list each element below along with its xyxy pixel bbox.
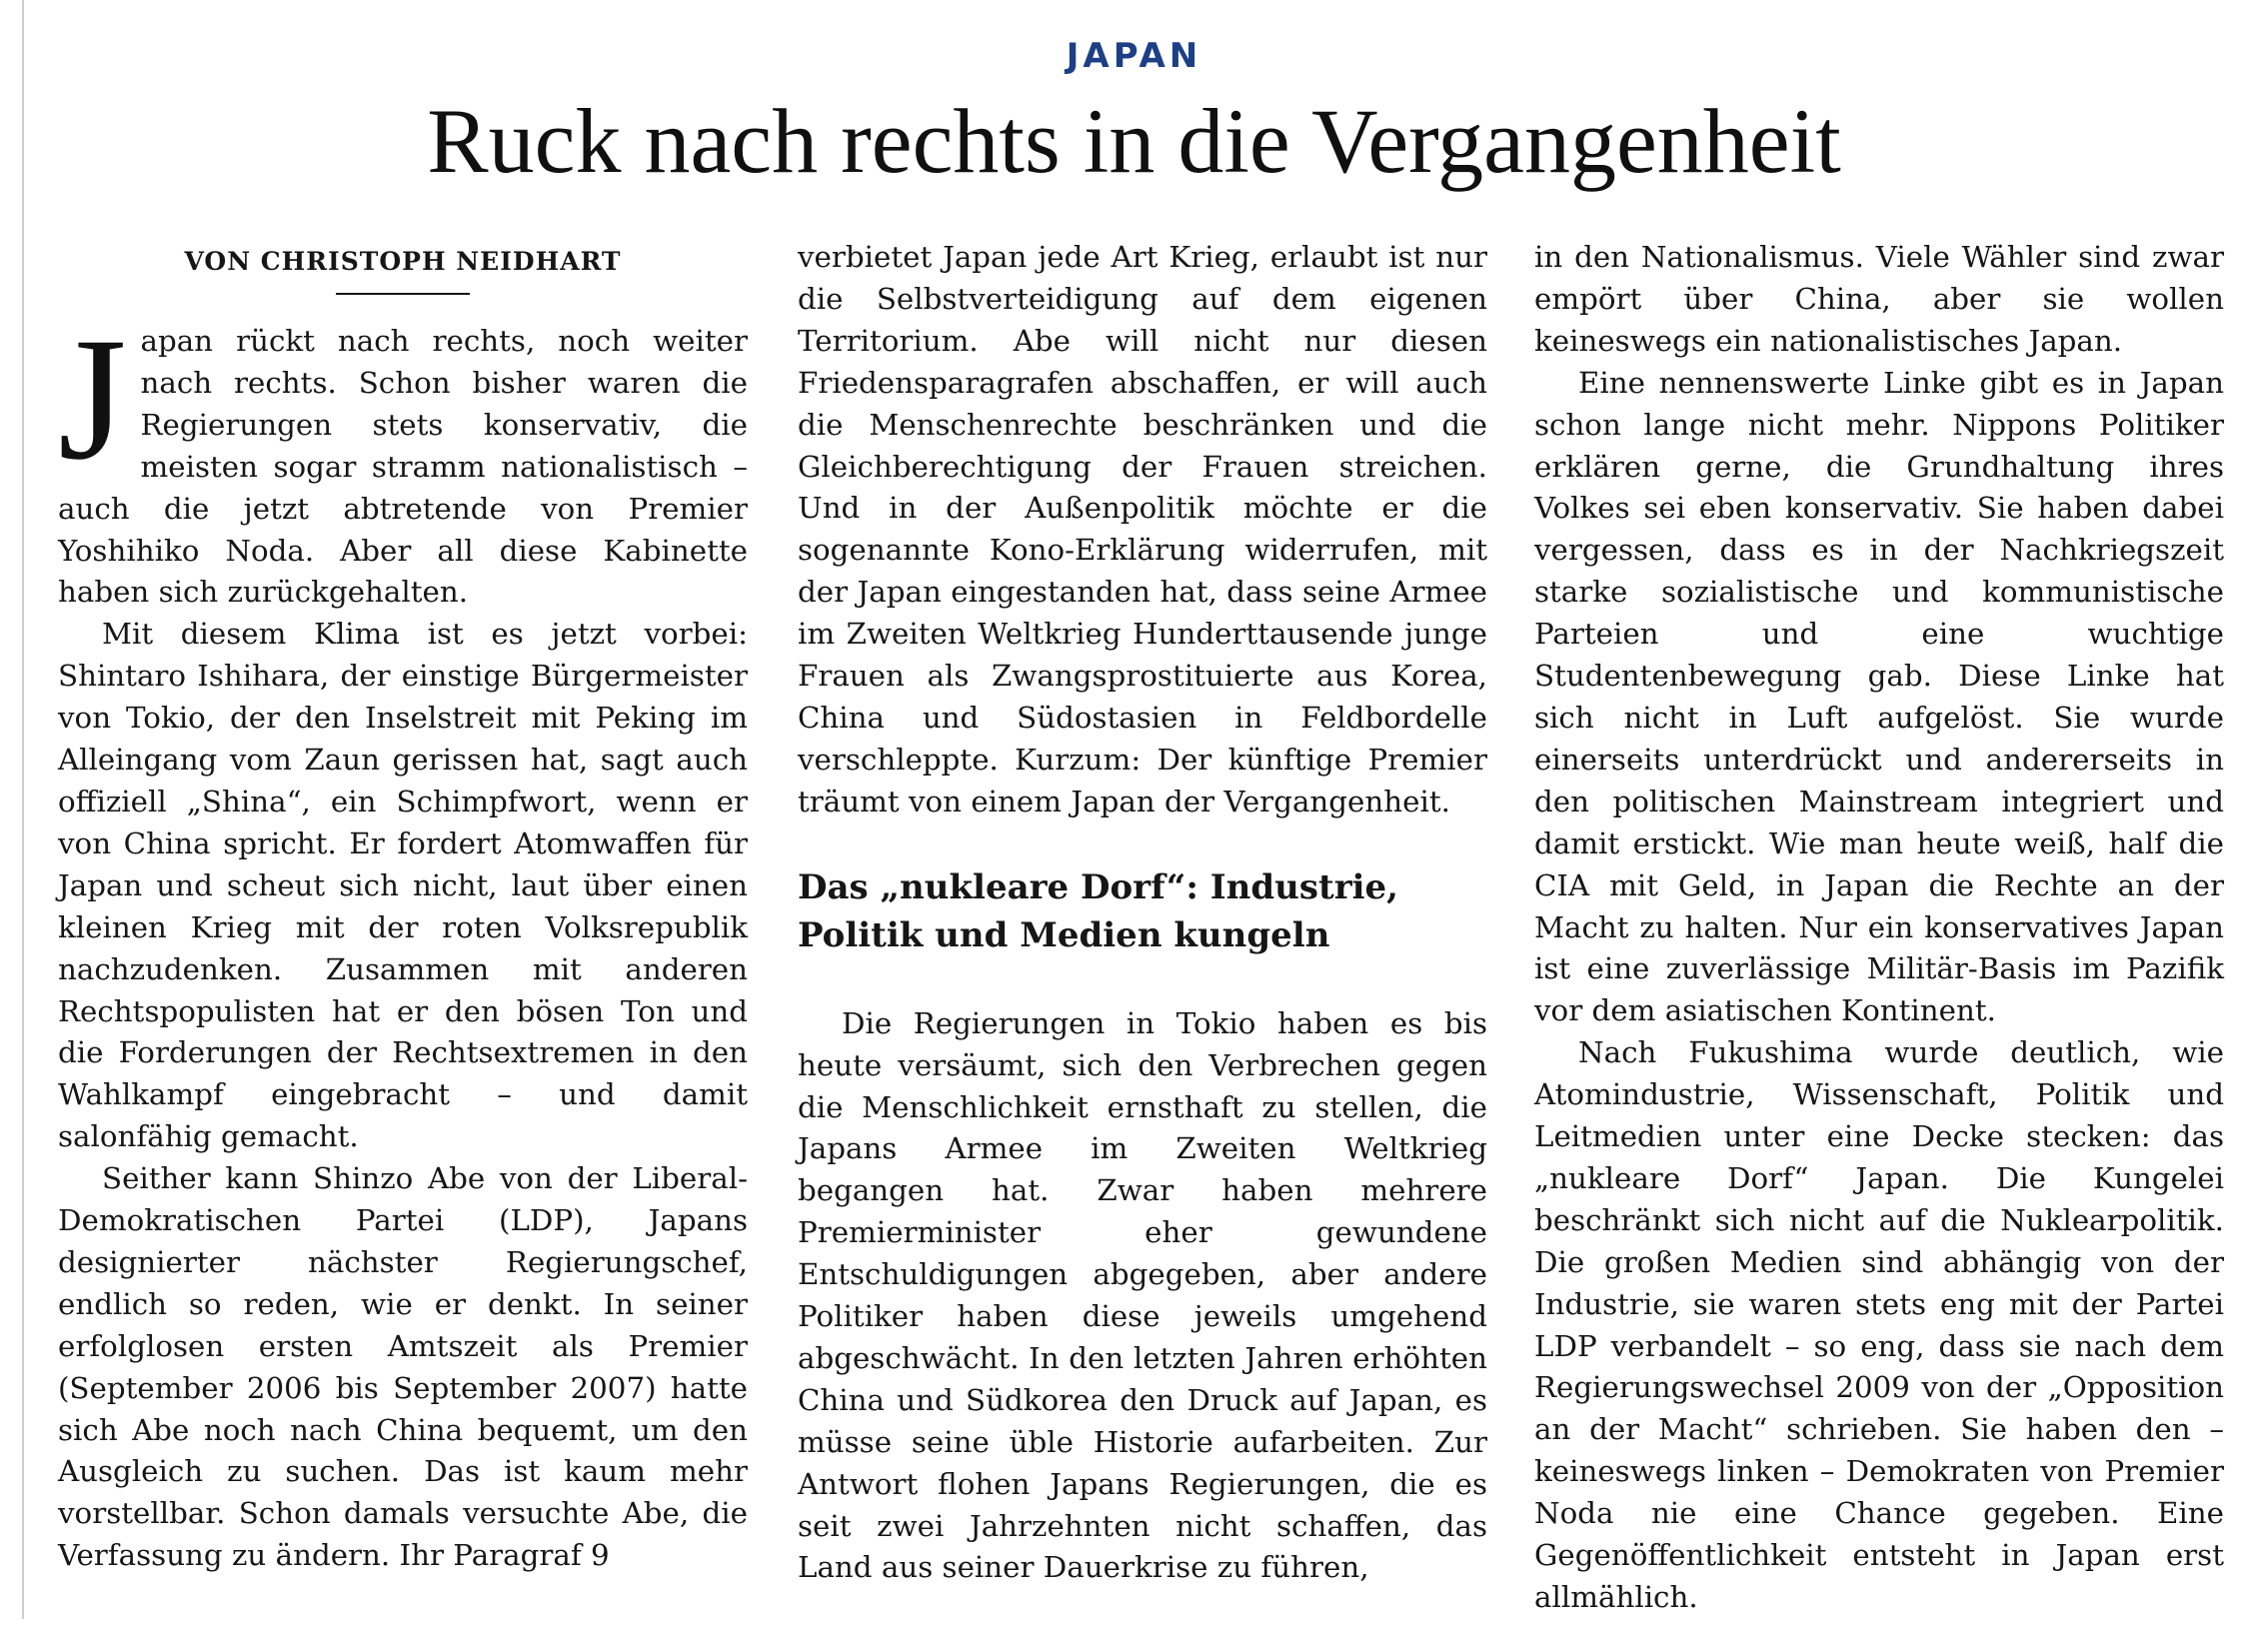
paragraph: Mit diesem Klima ist es jetzt vorbei: Shintaro Ishihara, der einstige Bürgermeister von Tokio, der den Inselstreit mit Peking im Alleingang vom Zaun gerissen hat, sagt auch offiziell „Shina“, ein Schimpfwort, wenn er von China spricht. Er fordert Atomwaffen für Japan und scheut sich nicht, laut über einen kleinen Krieg mit der roten Volksrepublik nachzudenken. Zusammen mit anderen Rechtspopulisten hat er den bösen Ton und die Forderungen der Rechtsextremen in den Wahlkampf eingebracht – und damit salonfähig gemacht. <box>58 617 748 1154</box>
byline: VON CHRISTOPH NEIDHART <box>184 247 622 276</box>
paragraph: Eine nennenswerte Linke gibt es in Japan schon lange nicht mehr. Nippons Politiker erklären gerne, die Grundhaltung ihres Volkes sei eben konservativ. Sie haben dabei vergessen, dass es in der Nachkriegszeit starke sozialistische und kommunistische Parteien und eine wuchtige Studentenbewegung gab. Diese Linke hat sich nicht in Luft aufgelöst. Sie wurde einerseits unterdrückt und andererseits in den politischen Mainstream integriert und damit erstickt. Wie man heute weiß, half die CIA mit Geld, in Japan die Rechte an der Macht zu halten. Nur ein konservatives Japan ist eine zuverlässige Militär-Basis im Pazifik vor dem asiatischen Kontinent. <box>1534 365 2224 1028</box>
article-headline: Ruck nach rechts in die Vergangenheit <box>427 90 1841 192</box>
paragraph: Die Regierungen in Tokio haben es bis heute versäumt, sich den Verbrechen gegen die Menschlichkeit ernsthaft zu stellen, die Japans Armee im Zweiten Weltkrieg begangen hat. Zwar haben mehrere Premierminister eher gewundene Entschuldigungen abgegeben, aber andere Politiker haben diese jeweils umgehend abgeschwächt. In den letzten Jahren erhöhten China und Südkorea den Druck auf Japan, es müsse seine üble Historie aufarbeiten. Zur Antwort flohen Japans Regierungen, die es seit zwei Jahrzehnten nicht schaffen, das Land aus seiner Dauerkrise zu führen, <box>798 1005 1487 1585</box>
drop-cap: J <box>58 302 127 497</box>
article-column-3 <box>1534 237 2224 1619</box>
byline-rule <box>336 293 470 295</box>
article-column-1 <box>58 237 748 1577</box>
lead-paragraph <box>58 302 748 614</box>
paragraph-continued: in den Nationalismus. Viele Wähler sind zwar empört über China, aber sie wollen keineswegs ein nationalistisches Japan. <box>1534 240 2224 358</box>
section-kicker: JAPAN <box>1066 36 1202 76</box>
paragraph: Seither kann Shinzo Abe von der Liberal-Demokratischen Partei (LDP), Japans designierter nächster Regierungschef, endlich so reden, wie er denkt. In seiner erfolglosen ersten Amtszeit als Premier (September 2006 bis September 2007) hatte sich Abe noch nach China bequemt, um den Ausgleich zu suchen. Das ist kaum mehr vorstellbar. Schon damals versuchte Abe, die Verfassung zu ändern. Ihr Paragraf 9 <box>58 1161 748 1573</box>
subheading: Das „nukleare Dorf“: Industrie, Politik und Medien kungeln <box>798 866 1398 955</box>
page-edge-line <box>22 0 24 1619</box>
paragraph: Nach Fukushima wurde deutlich, wie Atomindustrie, Wissenschaft, Politik und Leitmedien unter eine Decke stecken: das „nukleare Dorf“ Japan. Die Kungelei beschränkt sich nicht auf die Nuklearpolitik. Die großen Medien sind abhängig von der Industrie, sie waren stets eng mit der Partei LDP verbandelt – so eng, dass sie nach dem Regierungswechsel 2009 von der „Opposition an der Macht“ schrieben. Sie haben den – keineswegs linken – Demokraten von Premier Noda nie eine Chance gegeben. Eine Gegenöffentlichkeit entsteht in Japan erst allmählich. <box>1534 1035 2224 1614</box>
paragraph-continued: verbietet Japan jede Art Krieg, erlaubt ist nur die Selbstverteidigung auf dem eigenen Territorium. Abe will nicht nur diesen Friedensparagrafen abschaffen, er will auch die Menschenrechte beschränken und die Gleichberechtigung der Frauen streichen. Und in der Außenpolitik möchte er die sogenannte Kono-Erklärung widerrufen, mit der Japan eingestanden hat, dass seine Armee im Zweiten Weltkrieg Hunderttausende junge Frauen als Zwangsprostituierte aus Korea, China und Südostasien in Feldbordelle verschleppte. Kurzum: Der künftige Premier träumt von einem Japan der Vergangenheit. <box>798 240 1487 818</box>
article-column-2 <box>798 237 1487 1589</box>
lead-text: apan rückt nach rechts, noch weiter nach rechts. Schon bisher waren die Regierungen stets konservativ, die meisten sogar stramm nationalistisch – auch die jetzt abtretende von Premier Yoshihiko Noda. Aber all diese Kabinette haben sich zurückgehalten. <box>58 324 748 610</box>
